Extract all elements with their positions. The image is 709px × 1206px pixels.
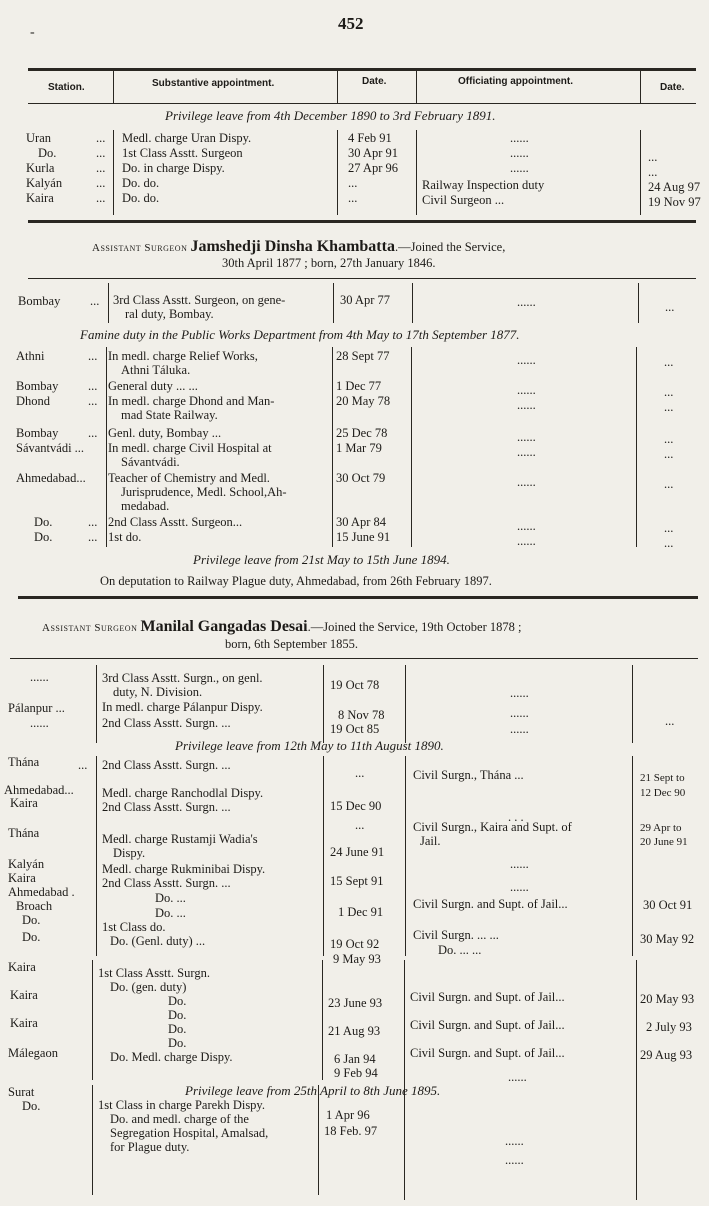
s1-row-dots: ... xyxy=(96,161,106,175)
s3-privilege2: Privilege leave from 25th April to 8th June 1895. xyxy=(185,1083,441,1098)
s2-row-off: ...... xyxy=(517,430,536,444)
header-date2: Date. xyxy=(660,82,685,93)
s1-row-date: 30 Apr 91 xyxy=(348,146,398,160)
s1-row-sub: 1st Class Asstt. Surgeon xyxy=(122,146,243,160)
s2-privilege: Privilege leave from 21st May to 15th June 1894. xyxy=(193,552,450,567)
s2-row-off: ...... xyxy=(517,383,536,397)
s1-row-dots: ... xyxy=(96,146,106,160)
s2-row-dots: ... xyxy=(88,394,98,408)
s2-row-dots: ... xyxy=(88,515,98,529)
s3-privilege1: Privilege leave from 12th May to 11th August 1890. xyxy=(175,738,444,753)
s2-row-dots: ... xyxy=(88,379,98,393)
s1-row-sub: Do. in charge Dispy. xyxy=(122,161,225,175)
header-date: Date. xyxy=(362,76,387,87)
s2-row-sub3: medabad. xyxy=(121,499,170,513)
s1-privilege: Privilege leave from 4th December 1890 to 3rd February 1891. xyxy=(165,108,496,123)
s2-row-sub1: Genl. duty, Bombay ... xyxy=(108,426,222,440)
s1-row-station: Uran xyxy=(26,131,51,145)
page-number: 452 xyxy=(338,14,364,33)
s1-row-date2: ... xyxy=(648,165,658,179)
header-substantive: Substantive appointment. xyxy=(152,78,275,89)
s1-row-station: Kaira xyxy=(26,191,54,205)
s1-row-dots: ... xyxy=(96,191,106,205)
s1-row-sub: Do. do. xyxy=(122,176,160,190)
s2-row-sub1: Teacher of Chemistry and Medl. xyxy=(108,471,270,485)
s2-row-dots: ... xyxy=(88,426,98,440)
s2-row-date2: ... xyxy=(664,521,674,535)
s2-row-sub2: mad State Railway. xyxy=(121,408,218,422)
s3-heading xyxy=(42,618,521,636)
s2-row-sub1: In medl. charge Dhond and Man- xyxy=(108,394,275,408)
s2-heading-line2: 30th April 1877 ; born, 27th January 1846. xyxy=(222,256,436,270)
s2-row-date2: ... xyxy=(664,477,674,491)
s2-row-date: 1 Dec 77 xyxy=(336,379,382,393)
s2-row1-off: ...... xyxy=(517,295,536,309)
s1-row-date2: 24 Aug 97 xyxy=(648,180,701,194)
s3-heading-suffix: .—Joined the Service, 19th October 1878 ; xyxy=(307,620,522,634)
s1-row-station: Kurla xyxy=(26,161,55,175)
s2-row-station: Bombay xyxy=(16,379,59,393)
s2-row-station: Do. xyxy=(34,530,53,544)
s1-row-off: Civil Surgeon ... xyxy=(422,193,505,207)
s1-row-sub: Medl. charge Uran Dispy. xyxy=(122,131,252,145)
s1-row-off: ...... xyxy=(510,161,529,175)
s2-row-sub1: In medl. charge Civil Hospital at xyxy=(108,441,272,455)
s2-row-date2: ... xyxy=(664,385,674,399)
header-officiating: Officiating appointment. xyxy=(458,76,573,87)
s2-row-date2: ... xyxy=(664,536,674,550)
s2-row-sub2: Jurisprudence, Medl. School,Ah- xyxy=(121,485,287,499)
s2-row-date: 25 Dec 78 xyxy=(336,426,388,440)
s2-row-sub1: In medl. charge Relief Works, xyxy=(108,349,258,363)
s2-row1-date2: ... xyxy=(665,300,675,314)
s2-row-sub2: Sávantvádi. xyxy=(121,455,180,469)
s2-row-dots: ... xyxy=(88,530,98,544)
s1-row-dots: ... xyxy=(96,131,106,145)
s2-famine: Famine duty in the Public Works Department from 4th May to 17th September 1877. xyxy=(80,327,520,342)
s2-row-date2: ... xyxy=(664,400,674,414)
s1-row-off: ...... xyxy=(510,131,529,145)
s2-row-sub1: 2nd Class Asstt. Surgeon... xyxy=(108,515,243,529)
s2-name: Jamshedji Dinsha Khambatta xyxy=(190,238,395,255)
s3-heading-prefix: Assistant Surgeon xyxy=(42,622,138,634)
s3-heading-line2: born, 6th September 1855. xyxy=(225,637,358,651)
s2-row-off: ...... xyxy=(517,445,536,459)
s2-heading-suffix: .—Joined the Service, xyxy=(394,240,506,254)
s2-row1-date: 30 Apr 77 xyxy=(340,293,390,307)
s2-row-station: Athni xyxy=(16,349,45,363)
s1-row-sub: Do. do. xyxy=(122,191,160,205)
s2-row-date: 30 Apr 84 xyxy=(336,515,386,529)
s2-row-station: Ahmedabad... xyxy=(16,471,86,485)
s1-row-dots: ... xyxy=(96,176,106,190)
s1-row-station: Kalyán xyxy=(26,176,63,190)
s2-heading xyxy=(92,238,505,256)
s2-row-station: Bombay xyxy=(16,426,59,440)
s1-row-station: Do. xyxy=(38,146,57,160)
s2-row1-sub1: 3rd Class Asstt. Surgeon, on gene- xyxy=(113,293,286,307)
s2-heading-prefix: Assistant Surgeon xyxy=(92,242,188,254)
s2-row-date: 15 June 91 xyxy=(336,530,391,544)
s1-row-off: Railway Inspection duty xyxy=(422,178,545,192)
s2-row-sub2: Athni Táluka. xyxy=(121,363,191,377)
s1-row-date: 4 Feb 91 xyxy=(348,131,392,145)
s2-row-date2: ... xyxy=(664,447,674,461)
s2-row-off: ...... xyxy=(517,398,536,412)
s2-row-off: ...... xyxy=(517,519,536,533)
document-page: - 452 Station. Substantive appointment. Date. Officiating appointment. Date. Privilege leave from 4th December 1890 to 3rd February 1891. Uran ... Medl. charge Uran Dispy. 4 Feb 91 ...... Do. ... 1st Class Asstt. Surgeon 30 Apr 91 ...... ... Kurla ... Do. in charge Dispy. 27 Apr 96 ...... ... Kalyán ... Do. do. ... Railway Inspection duty 24 Aug 97 Kaira ... Do. do. ... Civil Surgeon ... 19 Nov 97 Assistant Surgeon Jamshedji Dinsha Khambatta.—Joined the Service, 30th April 1877 ; born, 27th January 1846. Bombay ... 3rd Class Asstt. Surgeon, on gene- ral duty, Bombay. 30 Apr 77 ...... ... Famine duty in the Public Works Department from 4th May to 17th September 1877. Athni ... In medl. charge Relief Works, Athni Táluka. 28 Sept 77 ...... ... Bombay ... General duty ... ... 1 Dec 77 ...... ... Dhond ... In medl. charge Dhond and Man- mad State Railway. 20 May 78 ...... ... Bombay ... Genl. duty, Bombay ... 25 Dec 78 ...... ... Sávantvádi ... In medl. charge Civil Hospital at Sávantvádi. 1 Mar 79 ...... ... Ahmedabad... Teacher of Chemistry and Medl. Jurisprudence, Medl. School,Ah- medabad. 30 Oct 79 ...... ... Do. ... 2nd Class Asstt. Surgeon... 30 Apr 84 ...... ... Do. ... 1st do. 15 June 91 ...... ... Privilege leave from 21st May to 15th June 1894. On deputation to Railway Plague duty, Ahmedabad, from 26th February 1897. Assistant Surgeon Manilal Gangadas Desai.—Joined the Service, 19th October 1878 ; born, 6th September 1855. ...... 3rd Class Asstt. Surgn., on genl. duty, N. Division. 19 Oct 78 ...... Pálanpur ... In medl. charge Pálanpur Dispy. 8 Nov 78 ...... ...... 2nd Class Asstt. Surgn. ... 19 Oct 85 ...... ... Privilege leave from 12th May to 11th August 1890. Thána ... 2nd Class Asstt. Surgn. ... ... Civil Surgn., Thána ... 21 Sept to 12 Dec 90 Ahmedabad... Kaira Medl. charge Ranchodlal Dispy. 2nd Class Asstt. Surgn. ... 15 Dec 90 ... . . . Thána Medl. charge Rustamji Wadia's Dispy. 24 June 91 Civil Surgn., Kaira and Supt. of Jail. 29 Apr to 20 June 91 Kalyán Kaira Ahmedabad . Broach Do. Do. Medl. charge Rukminibai Dispy. 2nd Class Asstt. Surgn. ... Do. ... Do. ... 1st Class do. Do. (Genl. duty) ... 15 Sept 91 1 Dec 91 19 Oct 92 9 May 93 ...... ...... Civil Surgn. and Supt. of Jail... 30 Oct 91 Civil Surgn. ... ... Do. ... ... 30 May 92 Kaira Kaira Kaira Málegaon 1st Class Asstt. Surgn. Do. (gen. duty) Do. Do. Do. Do. Do. Medl. charge Dispy. 23 June 93 21 Aug 93 6 Jan 94 9 Feb 94 Civil Surgn. and Supt. of Jail... Civil Surgn. and Supt. of Jail... Civil Surgn. and Supt. of Jail... 20 May 93 2 July 93 29 Aug 93 ...... Privilege leave from 25th April to 8th June 1895. Surat Do. 1st Class in charge Parekh Dispy. Do. and medl. charge of the Segregation Hospital, Amalsad, for Plague duty. 1 Apr 96 18 Feb. 97 ...... ...... xyxy=(0,0,709,1206)
s2-row1-sub2: ral duty, Bombay. xyxy=(125,307,214,321)
s2-row-off: ...... xyxy=(517,353,536,367)
s1-row-date2: 19 Nov 97 xyxy=(648,195,701,209)
s2-row-station: Do. xyxy=(34,515,53,529)
s2-row-date: 30 Oct 79 xyxy=(336,471,386,485)
s2-row-sub1: General duty ... ... xyxy=(108,379,198,393)
s2-row-date2: ... xyxy=(664,355,674,369)
s2-deputation: On deputation to Railway Plague duty, Ahmedabad, from 26th February 1897. xyxy=(100,574,492,588)
s2-row-date: 20 May 78 xyxy=(336,394,391,408)
s1-row-date: 27 Apr 96 xyxy=(348,161,398,175)
s2-row-sub1: 1st do. xyxy=(108,530,142,544)
s1-row-date: ... xyxy=(348,176,358,190)
header-station: Station. xyxy=(48,82,85,93)
s1-row-date: ... xyxy=(348,191,358,205)
s2-row-off: ...... xyxy=(517,475,536,489)
s2-row1-station: Bombay xyxy=(18,294,61,308)
s2-row-dots: ... xyxy=(88,349,98,363)
s2-row-off: ...... xyxy=(517,534,536,548)
s3-name: Manilal Gangadas Desai xyxy=(140,618,308,635)
s2-row-date: 28 Sept 77 xyxy=(336,349,390,363)
s2-row-date: 1 Mar 79 xyxy=(336,441,382,455)
s2-row-station: Dhond xyxy=(16,394,51,408)
s1-row-date2: ... xyxy=(648,150,658,164)
s2-row-date2: ... xyxy=(664,432,674,446)
s1-row-off: ...... xyxy=(510,146,529,160)
s2-row-station: Sávantvádi ... xyxy=(16,441,85,455)
